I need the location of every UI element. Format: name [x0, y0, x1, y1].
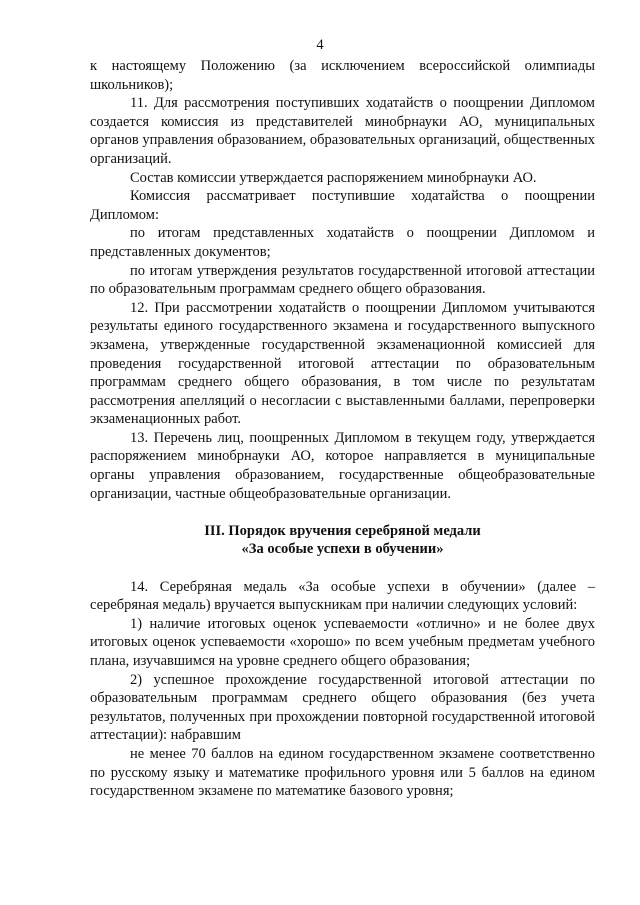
- paragraph-commission-composition: Состав комиссии утверждается распоряжением минобрнауки АО.: [130, 169, 537, 186]
- paragraph-11: 11. Для рассмотрения поступивших ходатайств о поощрении Дипломом создается комиссия из представителей минобрнауки АО, муниципальных органов управления образованием, образовательных организаций, общественных организаций.: [90, 95, 595, 167]
- paragraph-review-petitions: по итогам представленных ходатайств о поощрении Дипломом и представленных документов;: [90, 225, 595, 260]
- section-heading-line-2: «За особые успехи в обучении»: [241, 541, 444, 558]
- paragraph-commission-review: Комиссия рассматривает поступившие ходатайства о поощрении Дипломом:: [90, 188, 595, 223]
- paragraph-12: 12. При рассмотрении ходатайств о поощрении Дипломом учитываются результаты единого государственного экзамена и государственного выпускного экзамена, утвержденные государственной экзаменационной комиссией для проведения государственной итоговой аттестации по образовательным программам среднего общего образования, в том числе по результатам рассмотрения апелляций о несогласии с выставленными баллами, перепроверки экзаменационных работ.: [90, 299, 595, 428]
- paragraph-condition-2: 2) успешное прохождение государственной итоговой аттестации по образовательным программам среднего общего образования (без учета результатов, полученных при прохождении повторной государственной итоговой аттестации): набравшим: [90, 671, 595, 744]
- page-number: 4: [316, 37, 324, 53]
- paragraph-review-results: по итогам утверждения результатов государственной итоговой аттестации по образовательным программам среднего общего образования.: [90, 262, 595, 298]
- paragraph-score-requirement: не менее 70 баллов на едином государственном экзамене соответственно по русскому языку и математике профильного уровня или 5 баллов на едином государственном экзамене по математике базового уровня;: [90, 745, 595, 800]
- paragraph-13: 13. Перечень лиц, поощренных Дипломом в текущем году, утверждается распоряжением минобрнауки АО, которое направляется в муниципальные органы управления образованием, государственные общеобразовательные организации, частные общеобразовательные организации.: [90, 429, 595, 502]
- document-body: [90, 57, 595, 801]
- paragraph-condition-1: 1) наличие итоговых оценок успеваемости «отлично» и не более двух итоговых оценок успеваемости «хорошо» по всем учебным предметам учебного плана, изучавшимся на уровне среднего общего образования;: [90, 615, 595, 669]
- paragraph-14: 14. Серебряная медаль «За особые успехи в обучении» (далее – серебряная медаль) вручается выпускникам при наличии следующих условий:: [90, 578, 595, 614]
- paragraph-continuation: к настоящему Положению (за исключением всероссийской олимпиады школьников);: [90, 58, 595, 93]
- section-heading-line-1: III. Порядок вручения серебряной медали: [204, 522, 481, 539]
